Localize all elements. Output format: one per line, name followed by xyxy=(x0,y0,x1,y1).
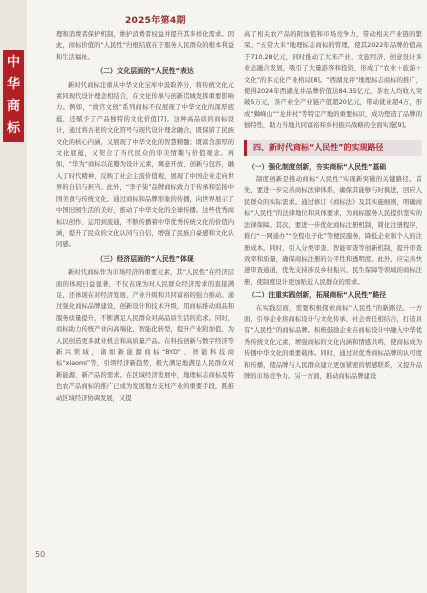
subheading: （三）经济层面的“人民性”体现 xyxy=(96,254,194,263)
paragraph: 新时代商标注重从中华文化宝库中汲取养分，将传统文化元素同现代设计理念相结合，在文化传承与创新贯城发挥重要影响力。例如，“故宫文创”系列商标不仅展现了中华文化的深厚底蕴，还赋予了产品独特的文化价值[7]。这种高品质的商标设计，通过将古老的文化符号与现代设计理念融合，既保留了民族文化的核心内涵，又展现了中华文化的智慧精髓；既富含深厚的文化底蕴，又契合了当代民众的审美情趣与价值观念。再如，“华为”商标以花瓣为设计元素，寓意开放、创新与包容，融入了时代精神，反映了社会主流价值观，展现了中国企业走向世界的自信与担当。此外，“李子柒”品牌商标致力于传承和弘扬中国美食与传统文化，通过商标和品牌形象的传播，向世界展示了中国田园生活的美好，推动了中华文化的全球传播。这些优秀商标以创作、运用到流通，不断传播着中华优秀传统文化的价值内涵，提升了民众的文化认同与自信，增强了民族自豪感和文化认同感。 xyxy=(56,81,234,249)
paragraph: 理和消费者保护机制，维护消费者权益并提升其多样化需求。因此，商标价值的“人民性”归根结底在于服务人民群众的根本利益和生活福祉。 xyxy=(56,31,234,61)
journal-logo xyxy=(3,50,24,142)
paragraph: 制度创新是推动商标“人民性”实现新突破的关键路径。首先，要进一步完善商标法律体系，确保其能够与时俱进，回应人民群众的实际需求。通过修订《商标法》及其实施细则，明确商标“人民性”的法律地位和具体要求，为商标服务人民提供坚实的法律保障。其次，要进一步优化商标注册机制，简化注册程序，推行“一网通办”“全程电子化”等便民服务，降低企业和个人的注册成本。同时，引入分类审查、智能审查等创新机制，提升审查效率和质量，确保商标注册的公平性和透明度。此外，应完善快速审查通道，优先支持涉及乡村振兴、民生保障等领域的商标注册，使制度设计更加贴近人民群众的需求。 xyxy=(244,176,422,286)
section-title: 四、新时代商标“人民性”的实现路径 xyxy=(244,140,422,156)
page-number: 50 xyxy=(35,550,46,559)
right-column xyxy=(244,29,422,382)
left-column xyxy=(56,29,234,404)
subheading: （二）文化层面的“人民性”表达 xyxy=(96,67,194,76)
paragraph: 新时代商标作为市场经济的重要元素，其“人民性”在经济层面的体现日益显著，不仅表现为对人民群众经济需求的直接满足，还体现在对经济发展、产业升级和共同富裕的强力推动。通过强化商标品牌建设、创新设计和技术升级，用商标推动商品和服务质量提升，不断满足人民群众对高品质生活的追求。同时，商标助力传统产业向高端化、智能化转型，提升产业附加值，为人民创造更多就业机会和高质量产品。在科技创新与数字经济等新兴领域，诸如新能源商标“BYD”、智能科技商标“xiaomi”等，引领经济新趋势，极大满足地满足人民群众对新能源、新产品的需求。在区域经济发展中，地理标志商标及特色农产品商标的推广已成为发展地方支柱产业的重要手段，既推动区域经济协调发展，又提 xyxy=(56,269,234,402)
paragraph: 在实践层面，需要积极探索商标“人民性”的新路径。一方面，引导企业将商标设计与文化传承、社会责任相结合，打造具有“人民性”的商标品牌。积极鼓励企业在商标设计中融入中华优秀传统文化元素，增强商标的文化内涵和情感共鸣，使商标成为传播中华文化的重要载体。同时，通过对优秀商标品牌的认可度和传播，使品牌与人民群众建立更加紧密的情感联系，又提升品牌的市场竞争力。另一方面，推动商标品牌建设 xyxy=(244,304,422,380)
issue-label: 2025年第4期 xyxy=(125,16,186,26)
subheading: （一）强化制度创新，夯实商标“人民性”基础 xyxy=(248,162,387,171)
paragraph: 高了相关农产品的附加值和市场竞争力，带动相关产业链的繁荣。“五常大米”地理标志商标的管理，使其2022年品牌价值高于710.28亿元，同时推动了大米产业、文旅经济、创意设计多业态融合发展，吸引了大量游客和投资，形成了“农业＋旅游＋文化”的多元化产业格局[8]。“西湖龙井”地理标志商标的推广，使得2024年西湖龙井品牌价值达84.35亿元，茶农人均收入突破5万元，茶产业全产业链产值超20亿元，带动就业超4万，形成“狮峰山”“龙井村”等特定产地的重要标识，成功塑造了品牌的独特性，助力当地共同富裕和乡村振兴战略的全面实施[9]。 xyxy=(244,31,422,130)
sidebar xyxy=(0,0,27,593)
subheading: （二）注重实践创新，拓展商标“人民性”路径 xyxy=(248,291,387,300)
journal-logo-text: 中华商标 xyxy=(6,55,20,136)
